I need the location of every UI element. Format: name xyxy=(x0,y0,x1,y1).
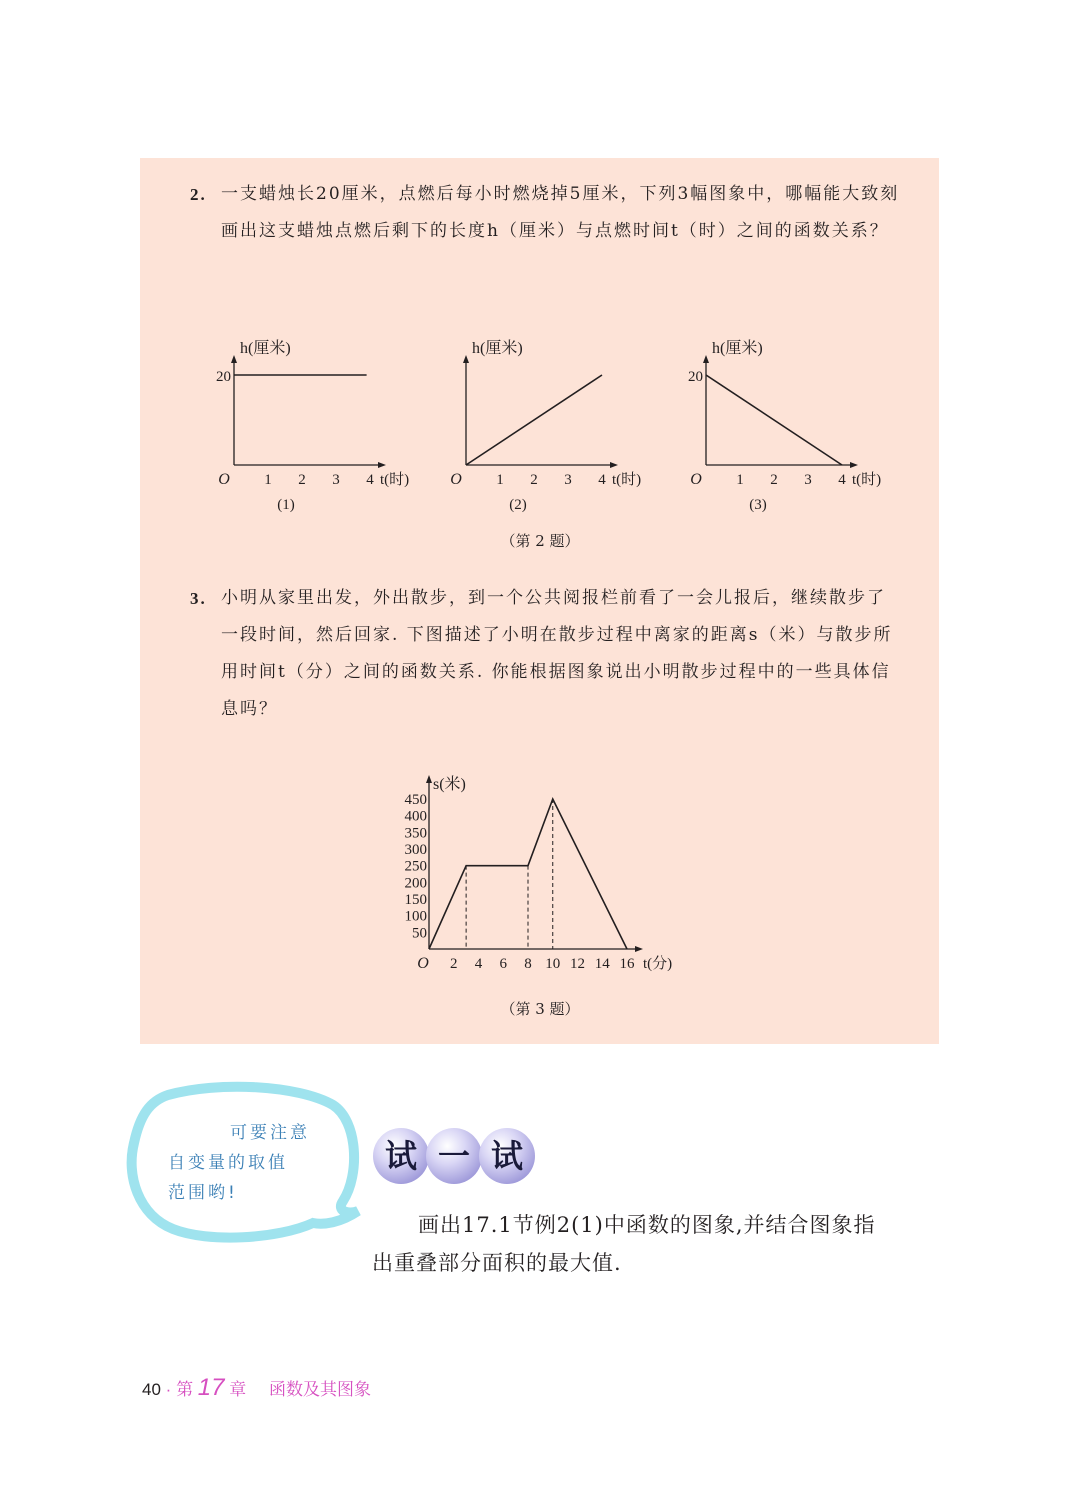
chart-title: (2) xyxy=(509,497,527,513)
chart-graph-3 xyxy=(672,335,902,525)
try-it-line-2: 出重叠部分面积的最大值. xyxy=(372,1251,622,1275)
problem-2-text: 一支蜡烛长20厘米，点燃后每小时燃烧掉5厘米，下列3幅图象中，哪幅能大致刻画出这支蜡烛点燃后剩下的长度h（厘米）与点燃时间t（时）之间的函数关系？ xyxy=(221,184,900,241)
try-it-badge-2: 一 xyxy=(426,1128,482,1184)
origin-label: O xyxy=(690,471,702,488)
x-axis-arrow xyxy=(610,462,618,468)
figure-caption-2: （第 2 题） xyxy=(500,532,580,550)
x-axis-arrow xyxy=(850,462,858,468)
x-tick-label: 4 xyxy=(366,472,374,488)
x-axis-label: t(时) xyxy=(612,472,642,488)
try-it-badge-3: 试 xyxy=(479,1128,535,1184)
sidebar-line-3: 范围哟! xyxy=(168,1183,238,1203)
y-tick-label: 200 xyxy=(404,875,427,892)
y-axis-arrow xyxy=(231,355,237,363)
y-tick-label: 50 xyxy=(412,925,427,942)
y-axis-label: h(厘米) xyxy=(240,340,291,357)
x-tick-label: 2 xyxy=(530,472,538,488)
footer-separator: · xyxy=(165,1380,172,1399)
y-tick-label: 250 xyxy=(404,858,427,875)
chart-title: (3) xyxy=(749,497,767,513)
x-tick-label: 3 xyxy=(332,472,340,488)
chapter-prefix: 第 xyxy=(176,1380,194,1399)
origin-label: O xyxy=(218,471,230,488)
chart-title: (1) xyxy=(277,497,295,513)
page-footer xyxy=(142,1374,371,1402)
x-tick-label: 2 xyxy=(298,472,306,488)
x-tick-label: 2 xyxy=(450,956,458,972)
x-tick-label: 14 xyxy=(594,956,610,972)
x-tick-label: 6 xyxy=(499,956,507,972)
sidebar-line-1: 可要注意 xyxy=(230,1123,310,1143)
chapter-topic: 函数及其图象 xyxy=(268,1380,371,1399)
page-number: 40 xyxy=(142,1380,161,1399)
y-tick-label: 150 xyxy=(404,892,427,908)
x-axis-label: t(时) xyxy=(852,472,882,488)
x-tick-label: 4 xyxy=(838,472,846,488)
chart-graph-1 xyxy=(200,335,430,525)
y-tick-label: 300 xyxy=(404,842,427,858)
x-tick-label: 2 xyxy=(770,472,778,488)
figure-caption-3: （第 3 题） xyxy=(500,1000,580,1018)
y-tick-label: 100 xyxy=(404,908,427,925)
y-axis-label: s(米) xyxy=(433,776,466,793)
series-line xyxy=(466,375,602,465)
y-axis-arrow xyxy=(463,355,469,363)
x-tick-label: 1 xyxy=(496,472,504,488)
y-tick-label: 350 xyxy=(404,825,427,842)
series-line xyxy=(706,375,842,465)
chart-graph-2 xyxy=(432,335,662,525)
origin-label: O xyxy=(450,471,462,488)
y-axis-arrow xyxy=(703,355,709,363)
sidebar-note xyxy=(168,1118,310,1208)
problem-2-number: 2. xyxy=(190,185,207,204)
x-tick-label: 1 xyxy=(264,472,272,488)
problem-3-text: 小明从家里出发，外出散步，到一个公共阅报栏前看了一会儿报后，继续散步了一段时间，然后回家. 下图描述了小明在散步过程中离家的距离s（米）与散步所用时间t（分）之间的函数关系. 你能根据图象说出小明散步过程中的一些具体信息吗？ xyxy=(221,588,893,719)
chapter-suffix: 章 xyxy=(229,1380,247,1399)
chart-distance-time xyxy=(380,770,700,980)
x-tick-label: 8 xyxy=(524,956,532,972)
y-tick-label: 450 xyxy=(404,792,427,808)
problem-2 xyxy=(190,176,900,250)
x-axis-label: t(时) xyxy=(380,472,410,488)
x-tick-label: 3 xyxy=(804,472,812,488)
problem-3 xyxy=(190,580,900,728)
try-it-badge-1: 试 xyxy=(373,1128,429,1184)
x-axis-arrow xyxy=(635,946,643,952)
x-tick-label: 4 xyxy=(598,472,606,488)
origin-label: O xyxy=(417,955,429,972)
y-tick-label: 20 xyxy=(216,369,231,385)
y-tick-label: 400 xyxy=(404,808,427,825)
x-tick-label: 3 xyxy=(564,472,572,488)
x-axis-label: t(分) xyxy=(643,956,673,972)
x-axis-arrow xyxy=(378,462,386,468)
y-axis-label: h(厘米) xyxy=(712,340,763,357)
x-tick-label: 1 xyxy=(736,472,744,488)
sidebar-line-2: 自变量的取值 xyxy=(168,1153,288,1173)
x-tick-label: 16 xyxy=(619,956,635,972)
try-it-text xyxy=(372,1206,942,1282)
y-tick-label: 20 xyxy=(688,369,703,385)
x-tick-label: 10 xyxy=(545,956,561,972)
x-tick-label: 12 xyxy=(570,956,585,972)
try-it-line-1: 画出17.1节例2(1)中函数的图象,并结合图象指 xyxy=(418,1213,876,1237)
chapter-number: 17 xyxy=(197,1374,225,1401)
y-axis-arrow xyxy=(426,775,432,783)
y-axis-label: h(厘米) xyxy=(472,340,523,357)
x-tick-label: 4 xyxy=(474,956,483,972)
problem-3-number: 3. xyxy=(190,589,207,608)
